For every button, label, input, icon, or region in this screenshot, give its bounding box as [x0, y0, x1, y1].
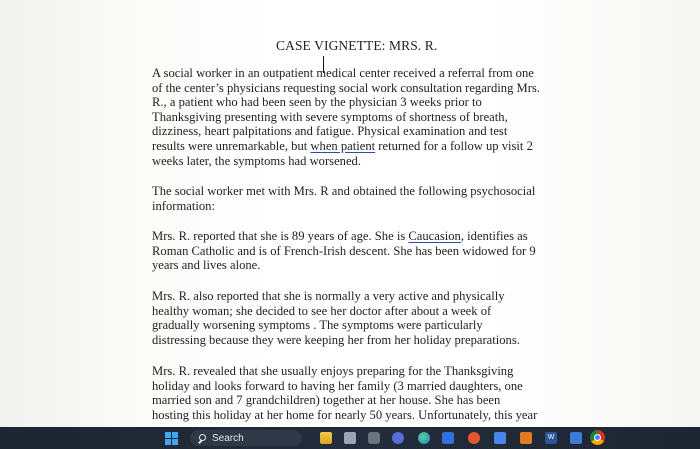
edge-icon[interactable] [418, 432, 430, 444]
text-line: weeks later, the symptoms had worsened. [152, 153, 361, 168]
text-line: A social worker in an outpatient medical center received a referral from one [152, 66, 534, 80]
paragraph-1 [152, 66, 562, 168]
taskbar [0, 427, 700, 449]
text-line: of the center’s physicians requesting social work consultation regarding Mrs. [152, 80, 540, 95]
store-icon[interactable] [442, 432, 454, 444]
app-icon[interactable] [520, 432, 532, 444]
text-line: hosting this holiday at her home for nearly 50 years. Unfortunately, this year [152, 407, 538, 422]
text-line: healthy woman; she decided to see her doctor after about a week of [152, 303, 492, 318]
text-line: distressing because they were keeping her from her holiday preparations. [152, 332, 520, 347]
chrome-icon[interactable] [590, 430, 605, 445]
text-segment: Mrs. R. reported that she is 89 years of age. She is [152, 229, 406, 243]
paragraph-4 [152, 289, 562, 347]
text-line: information: [152, 198, 215, 213]
windows-icon[interactable] [165, 432, 178, 445]
paragraph-3 [152, 229, 562, 273]
text-line: gradually worsening symptoms . The symptoms were particularly [152, 318, 483, 333]
text-line: Thanksgiving presenting with severe symptoms of shortness of breath, [152, 109, 508, 124]
text-line [152, 229, 562, 244]
search-icon [198, 434, 207, 443]
taskbar-search[interactable] [190, 430, 302, 446]
folder-icon[interactable] [320, 432, 332, 444]
video-icon[interactable] [368, 432, 380, 444]
text-line: holiday and looks forward to having her family (3 married daughters, one [152, 378, 523, 393]
text-line [152, 139, 562, 154]
underlined-text: Caucasion [408, 229, 461, 243]
meet-icon[interactable] [392, 432, 404, 444]
text-line: Mrs. R. revealed that she usually enjoys preparing for the Thanksgiving [152, 364, 514, 378]
files-icon[interactable] [344, 432, 356, 444]
text-line: Roman Catholic and is of French-Irish descent. She has been widowed for 9 [152, 243, 536, 258]
underlined-text: when patient [310, 138, 376, 153]
app-icon[interactable] [494, 432, 506, 444]
app-icon[interactable] [570, 432, 582, 444]
word-icon[interactable]: W [545, 432, 557, 444]
text-line: Mrs. R. also reported that she is normally a very active and physically [152, 289, 505, 303]
search-label: Search [212, 432, 244, 444]
document-title: CASE VIGNETTE: MRS. R. [276, 38, 438, 53]
text-line: dizziness, heart palpitations and fatigue. Physical examination and test [152, 124, 508, 139]
text-line: The social worker met with Mrs. R and obtained the following psychosocial [152, 184, 536, 198]
app-icon[interactable] [468, 432, 480, 444]
text-segment: results were unremarkable, but [152, 138, 308, 153]
text-segment: , identifies as [460, 229, 528, 243]
text-segment: returned for a follow up visit 2 [378, 138, 533, 153]
text-line: years and lives alone. [152, 258, 261, 273]
paragraph-5 [152, 364, 562, 422]
paragraph-2 [152, 184, 562, 213]
text-line: married son and 7 grandchildren) together at her house. She has been [152, 393, 501, 408]
text-line: R., a patient who had been seen by the physician 3 weeks prior to [152, 95, 482, 110]
